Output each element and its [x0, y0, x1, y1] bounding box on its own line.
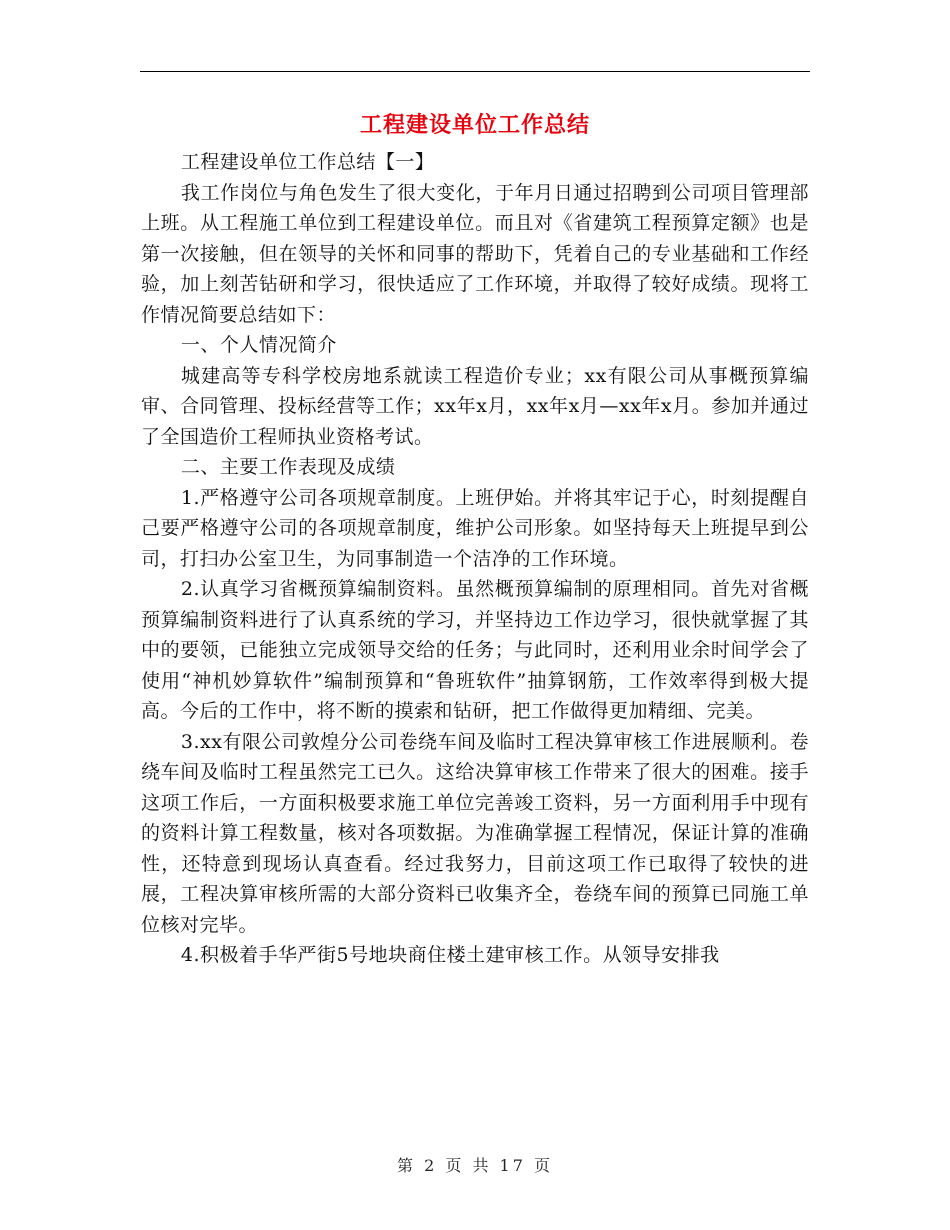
body-paragraph: 4.积极着手华严街5号地块商住楼土建审核工作。从领导安排我 — [180, 944, 720, 966]
section-heading: 一、个人情况简介 — [180, 334, 337, 356]
section-heading: 工程建设单位工作总结【一】 — [180, 151, 435, 173]
body-paragraph: 我工作岗位与角色发生了很大变化，于年月日通过招聘到公司项目管理部上班。从工程施工单位到工程建设单位。而且对《省建筑工程预算定额》也是第一次接触，但在领导的关怀和同事的帮助下，凭着自己的专业基础和工作经验，加上刻苦钻研和学习，很快适应了工作环境，并取得了较好成绩。现将工作情况简要总结如下： — [141, 181, 809, 326]
body-paragraph: 城建高等专科学校房地系就读工程造价专业；xx有限公司从事概预算编审、合同管理、投标经营等工作；xx年x月，xx年x月—xx年x月。参加并通过了全国造价工程师执业资格考试。 — [141, 364, 809, 448]
page-number: 第 2 页 共 17 页 — [397, 1156, 553, 1175]
body-paragraph: 2.认真学习省概预算编制资料。虽然概预算编制的原理相同。首先对省概预算编制资料进行了认真系统的学习，并坚持边工作边学习，很快就掌握了其中的要领，已能独立完成领导交给的任务；与此同时，还利用业余时间学会了使用“神机妙算软件”编制预算和“鲁班软件”抽算钢筋，工作效率得到极大提高。今后的工作中，将不断的摸索和钻研，把工作做得更加精细、完美。 — [141, 578, 809, 722]
section-heading: 二、主要工作表现及成绩 — [180, 456, 396, 478]
body-paragraph: 3.xx有限公司敦煌分公司卷绕车间及临时工程决算审核工作进展顺利。卷绕车间及临时工程虽然完工已久。这给决算审核工作带来了很大的困难。接手这项工作后，一方面积极要求施工单位完善竣工资料，另一方面利用手中现有的资料计算工程数量，核对各项数据。为准确掌握工程情况，保证计算的准确性，还特意到现场认真查看。经过我努力，目前这项工作已取得了较快的进展，工程决算审核所需的大部分资料已收集齐全，卷绕车间的预算已同施工单位核对完毕。 — [141, 730, 809, 936]
document-title: 工程建设单位工作总结 — [359, 113, 590, 138]
header-rule — [140, 71, 810, 72]
document-body — [141, 147, 809, 971]
body-paragraph: 1.严格遵守公司各项规章制度。上班伊始。并将其牢记于心，时刻提醒自己要严格遵守公司的各项规章制度，维护公司形象。如坚持每天上班提早到公司，打扫办公室卫生，为同事制造一个洁净的工作环境。 — [141, 486, 809, 570]
